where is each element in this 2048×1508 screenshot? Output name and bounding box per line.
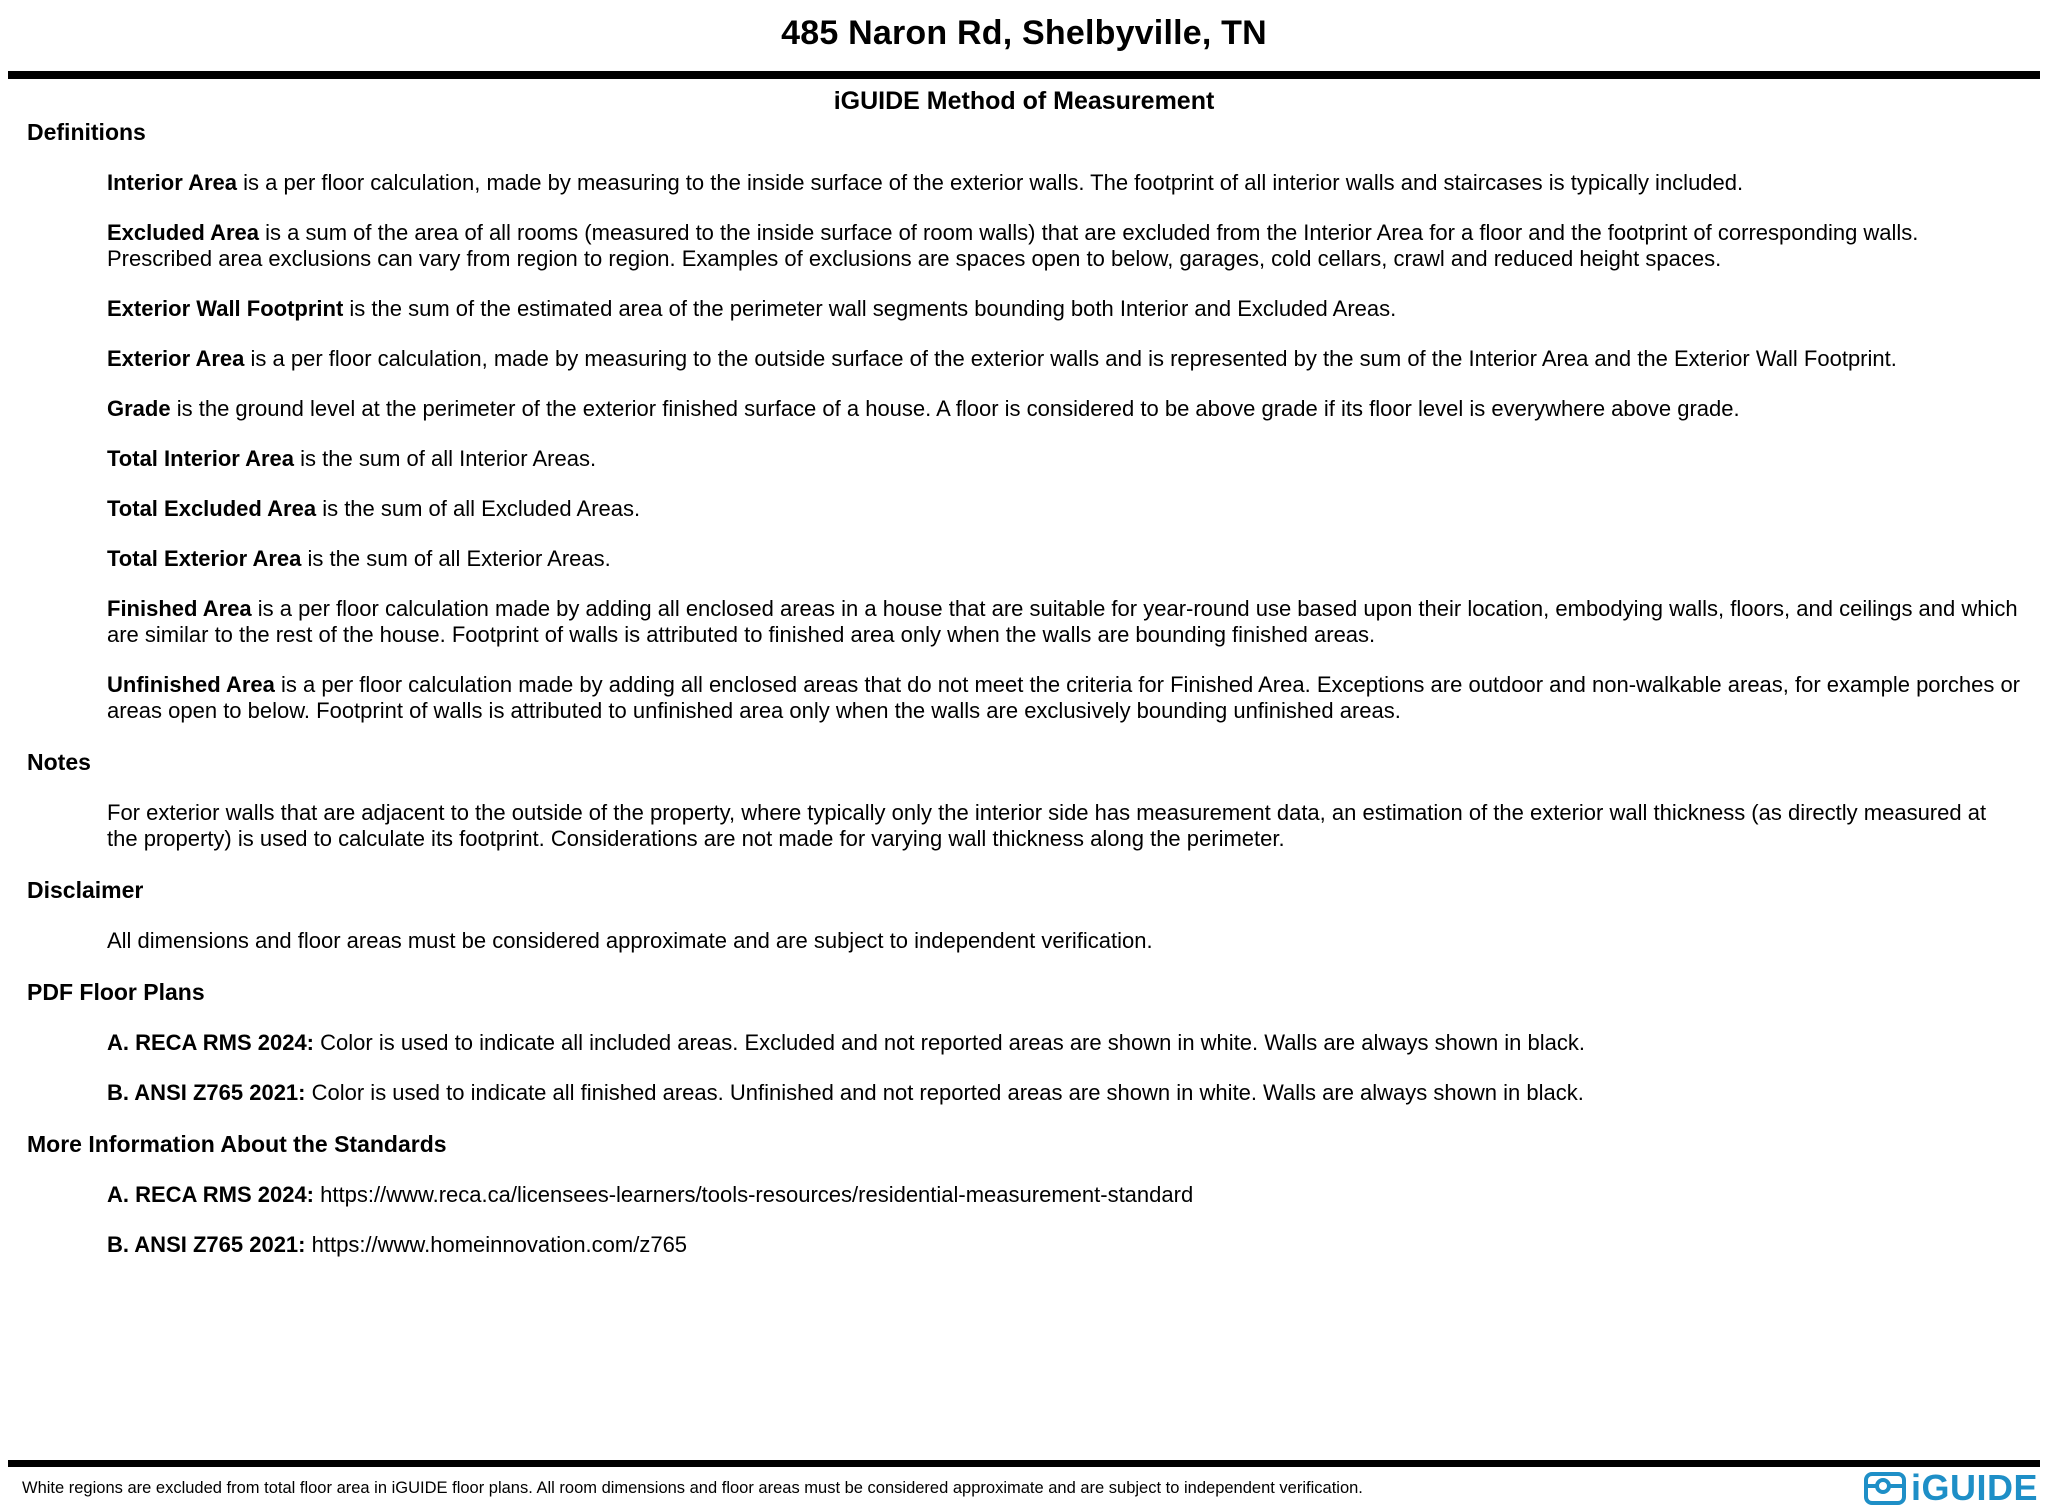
page-footer: [0, 1460, 2048, 1508]
notes-paragraph: For exterior walls that are adjacent to the outside of the property, where typically only the interior side has measurement data, an estimation of the exterior wall thickness (as directly measured at the property) is used to calculate its footprint. Considerations are not made for varying wall thickness along the perimeter.: [107, 800, 1987, 851]
definition-term: Exterior Wall Footprint: [107, 296, 344, 321]
iguide-logo: [1863, 1466, 2038, 1508]
iguide-logo-text: iGUIDE: [1910, 1466, 2038, 1508]
definition-total-interior-area: [107, 446, 2022, 472]
page-title: 485 Naron Rd, Shelbyville, TN: [781, 14, 1267, 52]
definition-total-excluded-area: [107, 496, 2022, 522]
definition-term: Interior Area: [107, 170, 238, 195]
definition-term: Total Exterior Area: [107, 546, 302, 571]
definition-term: Total Excluded Area: [107, 496, 317, 521]
definitions-heading: Definitions: [27, 119, 146, 145]
definition-finished-area: [107, 596, 2022, 648]
definition-total-exterior-area: [107, 546, 2022, 572]
standard-url: https://www.homeinnovation.com/z765: [311, 1232, 688, 1257]
definition-interior-area: [107, 170, 2022, 196]
definition-text: is a per floor calculation, made by measuring to the inside surface of the exterior walls. The footprint of all interior walls and staircases is typically included.: [243, 170, 1744, 195]
definition-text: is a per floor calculation made by adding all enclosed areas that do not meet the criteria for Finished Area. Exceptions are outdoor and non-walkable areas, for example porches or areas open to below. Footprint of walls is attributed to unfinished area only when the walls are exclusively bounding unfinished areas.: [107, 672, 2021, 723]
definition-exterior-wall-footprint: [107, 296, 2022, 322]
pdf-floor-plans-heading: PDF Floor Plans: [27, 979, 205, 1005]
definition-text: is a per floor calculation made by adding all enclosed areas in a house that are suitable for year-round use based upon their location, embodying walls, floors, and ceilings and which are similar to the rest of the house. Footprint of walls is attributed to finished area only when the walls are bounding finished areas.: [107, 596, 2018, 647]
definition-text: is a sum of the area of all rooms (measured to the inside surface of room walls) that are excluded from the Interior Area for a floor and the footprint of corresponding walls. Prescribed area exclusions can vary from region to region. Examples of exclusions are spaces open to below, garages, cold cellars, crawl and reduced height spaces.: [107, 220, 1919, 271]
definition-text: is the sum of all Interior Areas.: [300, 446, 597, 471]
definition-term: Total Interior Area: [107, 446, 295, 471]
more-information-item-reca: [107, 1182, 2022, 1208]
header-divider: [8, 71, 2040, 79]
pdf-floor-plans-item-reca: [107, 1030, 2022, 1056]
disclaimer-paragraph: All dimensions and floor areas must be considered approximate and are subject to independent verification.: [107, 928, 1153, 953]
standard-label: A. RECA RMS 2024:: [107, 1182, 315, 1207]
definition-term: Excluded Area: [107, 220, 260, 245]
definition-unfinished-area: [107, 672, 2022, 724]
more-information-heading: More Information About the Standards: [27, 1131, 447, 1157]
definition-text: is the sum of all Excluded Areas.: [322, 496, 641, 521]
iguide-camera-icon: [1863, 1469, 1907, 1507]
standard-label: A. RECA RMS 2024:: [107, 1030, 315, 1055]
definition-term: Exterior Area: [107, 346, 245, 371]
definition-term: Finished Area: [107, 596, 252, 621]
pdf-floor-plans-item-ansi: [107, 1080, 2022, 1106]
definition-text: is a per floor calculation, made by measuring to the outside surface of the exterior walls and is represented by the sum of the Interior Area and the Exterior Wall Footprint.: [250, 346, 1897, 371]
footer-note: White regions are excluded from total floor area in iGUIDE floor plans. All room dimensions and floor areas must be considered approximate and are subject to independent verification.: [22, 1478, 1363, 1497]
document-subtitle: iGUIDE Method of Measurement: [833, 87, 1215, 115]
notes-heading: Notes: [27, 749, 91, 775]
definition-grade: [107, 396, 2022, 422]
footer-divider: [8, 1460, 2040, 1467]
definition-term: Grade: [107, 396, 171, 421]
standard-url: https://www.reca.ca/licensees-learners/tools-resources/residential-measurement-standard: [320, 1182, 1194, 1207]
definition-exterior-area: [107, 346, 2022, 372]
disclaimer-heading: Disclaimer: [27, 877, 144, 903]
standard-label: B. ANSI Z765 2021:: [107, 1232, 306, 1257]
definition-excluded-area: [107, 220, 2022, 272]
standard-text: Color is used to indicate all included areas. Excluded and not reported areas are shown in white. Walls are always shown in black.: [320, 1030, 1586, 1055]
definition-text: is the sum of all Exterior Areas.: [307, 546, 611, 571]
definition-term: Unfinished Area: [107, 672, 275, 697]
more-information-item-ansi: [107, 1232, 2022, 1258]
definition-text: is the ground level at the perimeter of the exterior finished surface of a house. A floor is considered to be above grade if its floor level is everywhere above grade.: [176, 396, 1740, 421]
standard-label: B. ANSI Z765 2021:: [107, 1080, 306, 1105]
standard-text: Color is used to indicate all finished areas. Unfinished and not reported areas are shown in white. Walls are always shown in black.: [311, 1080, 1584, 1105]
definition-text: is the sum of the estimated area of the perimeter wall segments bounding both Interior and Excluded Areas.: [349, 296, 1397, 321]
